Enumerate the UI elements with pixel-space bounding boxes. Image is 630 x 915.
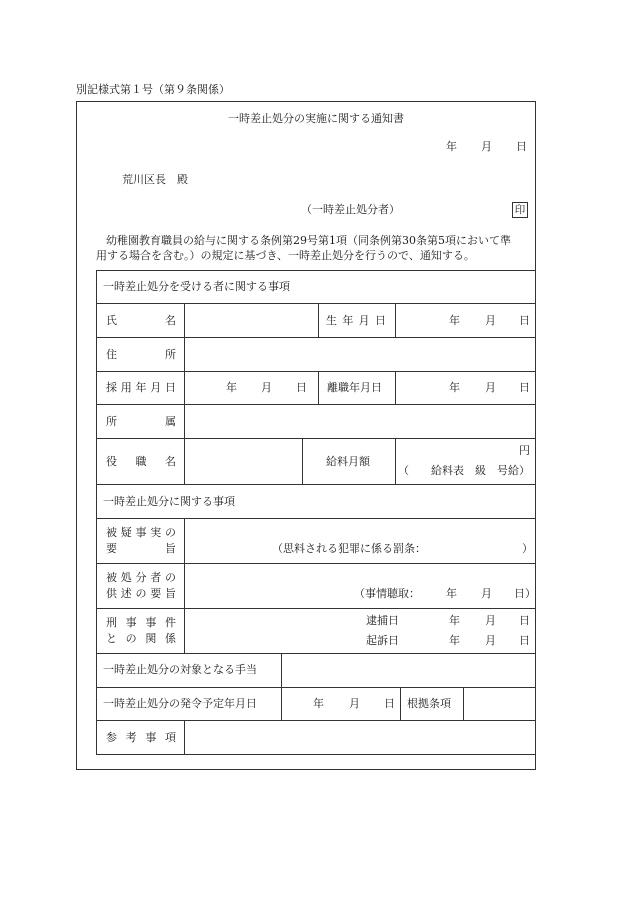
label-char: 件 <box>164 616 176 629</box>
suspect-penalty-note: （思料される犯罪に係る罰条： <box>272 542 426 555</box>
criminal-label-line2 <box>106 633 176 644</box>
basis-label: 根拠条項 <box>407 697 451 710</box>
suspect-penalty-close: ） <box>522 542 533 555</box>
label-char: 刑 <box>106 616 117 629</box>
table-line <box>96 337 536 338</box>
birthdate-label <box>326 315 386 326</box>
label-char: 者 <box>150 571 162 584</box>
birth-month: 月 <box>485 314 496 327</box>
intro-text-line1: 幼稚園教育職員の給与に関する条例第29号第1項（同条例第30条第5項において準 <box>106 234 511 247</box>
label-char: 名 <box>165 314 176 327</box>
label-char: 年 <box>135 381 147 394</box>
label-char: 年 <box>342 314 354 327</box>
table-line <box>395 438 396 484</box>
label-char: の <box>165 571 176 584</box>
criminal-label-line1 <box>106 617 176 628</box>
label-char: 処 <box>120 571 132 584</box>
label-char: 旨 <box>165 542 176 555</box>
label-char: 住 <box>106 348 117 361</box>
label-char: 疑 <box>120 526 132 539</box>
document-title: 一時差止処分の実施に関する通知書 <box>228 112 404 125</box>
table-line <box>96 371 536 372</box>
leave-day: 日 <box>519 381 530 394</box>
label-char: 事 <box>125 616 137 629</box>
label-char: 日 <box>165 381 176 394</box>
label-char: 被 <box>106 571 117 584</box>
indict-date-label: 起訴日 <box>366 634 399 647</box>
label-char: 事 <box>145 731 157 744</box>
table-line <box>96 518 536 519</box>
suspect-label-line1 <box>106 527 176 538</box>
section2-title: 一時差止処分に関する事項 <box>103 495 235 508</box>
label-char: 要 <box>106 542 117 555</box>
hearing-close: 日） <box>514 587 536 600</box>
leave-month: 月 <box>485 381 496 394</box>
label-char: 考 <box>125 731 137 744</box>
table-line <box>184 720 185 754</box>
leave-year: 年 <box>449 381 460 394</box>
suspect-label-line2 <box>106 543 176 554</box>
hearing-label: （事情聴取： <box>354 587 420 600</box>
salary-label: 給料月額 <box>326 455 370 468</box>
label-char: 日 <box>374 314 386 327</box>
birth-day: 日 <box>519 314 530 327</box>
label-char: の <box>125 632 137 645</box>
table-line <box>96 653 536 654</box>
table-line <box>96 270 97 754</box>
statement-label-line2 <box>106 588 176 599</box>
form-number-note: 別記様式第１号（第９条関係） <box>76 83 230 96</box>
affiliation-label <box>106 416 176 427</box>
label-char: 用 <box>120 381 132 394</box>
label-char: 所 <box>106 415 117 428</box>
label-char: 実 <box>150 526 162 539</box>
table-line <box>463 687 464 720</box>
order-date-label: 一時差止処分の発令予定年月日 <box>103 697 257 710</box>
table-line <box>395 303 396 337</box>
issuer-label: （一時差止処分者） <box>301 203 400 216</box>
table-line <box>318 303 319 337</box>
statement-label-line1 <box>106 572 176 583</box>
label-char: 職 <box>135 455 147 468</box>
label-char: 採 <box>106 381 117 394</box>
label-char: 係 <box>164 632 176 645</box>
table-line <box>184 518 185 653</box>
position-label <box>106 456 176 467</box>
addressee: 荒川区長 殿 <box>122 173 188 186</box>
hearing-month: 月 <box>481 587 492 600</box>
table-line <box>96 438 536 439</box>
table-line <box>96 484 536 485</box>
label-char: 項 <box>164 731 176 744</box>
salary-grade: 給料表 級 号給） <box>431 464 530 477</box>
date-year: 年 <box>446 140 457 153</box>
table-line <box>318 371 319 404</box>
table-line <box>96 720 536 721</box>
arrest-day: 日 <box>519 614 530 627</box>
label-char: 所 <box>165 348 176 361</box>
label-char: 被 <box>106 526 117 539</box>
label-char: 供 <box>106 587 117 600</box>
table-line <box>96 270 536 271</box>
label-char: 月 <box>358 314 370 327</box>
arrest-year: 年 <box>449 614 460 627</box>
salary-grade-open: （ <box>398 464 409 477</box>
table-line <box>96 404 536 405</box>
hearing-year: 年 <box>446 587 457 600</box>
hire-date-label <box>106 382 176 393</box>
label-char: 旨 <box>165 587 176 600</box>
label-char: 氏 <box>106 314 117 327</box>
hire-day: 日 <box>296 381 307 394</box>
label-char: と <box>106 632 117 645</box>
hire-year: 年 <box>226 381 237 394</box>
table-line <box>96 608 536 609</box>
table-line <box>96 754 536 755</box>
table-line <box>96 563 536 564</box>
table-line <box>281 653 282 720</box>
label-char: の <box>165 526 176 539</box>
date-month: 月 <box>481 140 492 153</box>
section1-title: 一時差止処分を受ける者に関する事項 <box>103 280 290 293</box>
birth-year: 年 <box>449 314 460 327</box>
label-char: 役 <box>106 455 117 468</box>
table-line <box>96 687 536 688</box>
arrest-date-label: 逮捕日 <box>366 614 399 627</box>
label-char: 名 <box>165 455 176 468</box>
intro-text-line2: 用する場合を含む。）の規定に基づき、一時差止処分を行うので、通知する。 <box>96 249 475 262</box>
order-day: 日 <box>384 697 395 710</box>
address-label <box>106 349 176 360</box>
label-char: 参 <box>106 731 117 744</box>
table-line <box>184 303 185 484</box>
table-line <box>400 687 401 720</box>
indict-year: 年 <box>449 634 460 647</box>
table-line <box>96 303 536 304</box>
label-char: 関 <box>145 632 157 645</box>
label-char: 生 <box>326 314 337 327</box>
hire-month: 月 <box>261 381 272 394</box>
salary-unit: 円 <box>519 444 530 457</box>
remarks-label <box>106 732 176 743</box>
label-char: 分 <box>135 571 147 584</box>
seal-mark: 印 <box>512 202 528 218</box>
indict-month: 月 <box>485 634 496 647</box>
table-line <box>302 438 303 484</box>
order-month: 月 <box>349 697 360 710</box>
arrest-month: 月 <box>485 614 496 627</box>
name-label <box>106 315 176 326</box>
leave-date-label: 離職年月日 <box>327 381 382 394</box>
allowance-label: 一時差止処分の対象となる手当 <box>103 663 257 676</box>
label-char: 事 <box>135 526 147 539</box>
label-char: の <box>135 587 147 600</box>
label-char: 事 <box>145 616 157 629</box>
table-line <box>395 371 396 404</box>
label-char: 属 <box>165 415 176 428</box>
date-day: 日 <box>516 140 527 153</box>
label-char: 月 <box>150 381 162 394</box>
indict-day: 日 <box>519 634 530 647</box>
label-char: 述 <box>120 587 132 600</box>
order-year: 年 <box>313 697 324 710</box>
label-char: 要 <box>150 587 162 600</box>
